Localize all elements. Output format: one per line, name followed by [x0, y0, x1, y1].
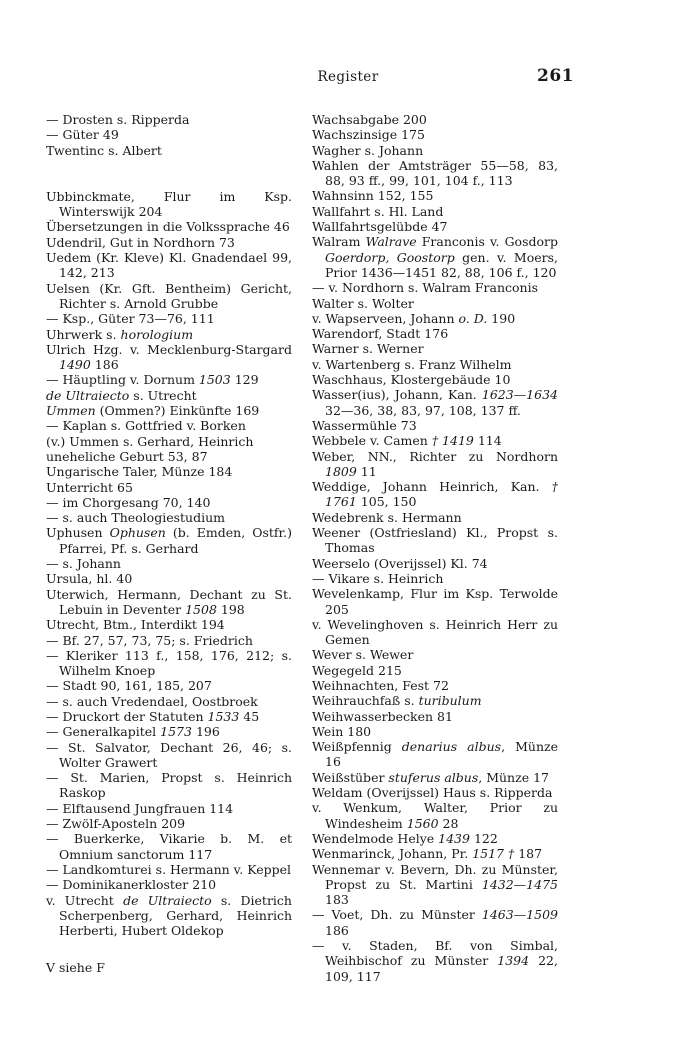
- index-entry: Walram Walrave Franconis v. Gosdorp Goerdorp, Goostorp gen. v. Moers, Prior 1436—1451 82, 88, 106 f., 120: [312, 234, 559, 280]
- index-entry: — St. Marien, Propst s. Heinrich Raskop: [46, 770, 292, 801]
- index-entry: Übersetzungen in die Volkssprache 46: [46, 219, 290, 235]
- index-entry: — Häuptling v. Dornum 1503 129: [46, 372, 259, 388]
- index-entry: Walter s. Wolter: [312, 295, 414, 311]
- running-title: Register: [317, 69, 379, 85]
- index-entry: — Vikare s. Heinrich: [312, 570, 444, 586]
- index-column-right: [312, 112, 558, 984]
- index-entry: Wachsabgabe 200: [312, 112, 427, 127]
- index-entry: Wahlen der Amtsträger 55—58, 83, 88, 93 ff., 99, 101, 104 f., 113: [312, 157, 558, 189]
- section-gap: [46, 158, 292, 189]
- index-entry: Wegegeld 215: [312, 662, 402, 678]
- index-entry: Wever s. Wewer: [312, 647, 414, 663]
- index-entry: — Generalkapitel 1573 196: [46, 724, 220, 740]
- index-entry: Weldam (Overijssel) Haus s. Ripperda: [312, 785, 553, 801]
- index-entry: Webbele v. Camen † 1419 114: [312, 433, 502, 449]
- index-entry: Weihwasserbecken 81: [312, 708, 453, 724]
- page-number: 261: [537, 66, 574, 86]
- index-entry: — Druckort der Statuten 1533 45: [46, 708, 260, 724]
- index-entry: — Kaplan s. Gottfried v. Borken: [46, 418, 246, 434]
- index-entry: — Stadt 90, 161, 185, 207: [46, 678, 212, 694]
- index-entry: — s. auch Vredendael, Oostbroek: [46, 693, 258, 709]
- index-entry: Uelsen (Kr. Gft. Bentheim) Gericht, Richter s. Arnold Grubbe: [46, 280, 292, 311]
- index-entry: — s. Johann: [46, 556, 121, 572]
- index-entry: Ursula, hl. 40: [46, 571, 133, 587]
- index-entry: Weihnachten, Fest 72: [312, 677, 449, 693]
- index-entry: Waschhaus, Klostergebäude 10: [312, 372, 511, 388]
- index-entry: Unterricht 65: [46, 479, 133, 495]
- index-entry: uneheliche Geburt 53, 87: [46, 448, 208, 464]
- index-entry: Wevelenkamp, Flur im Ksp. Terwolde 205: [312, 586, 558, 617]
- index-entry: Uphusen Ophusen (b. Emden, Ostfr.) Pfarrei, Pf. s. Gerhard: [46, 525, 293, 556]
- index-entry: — Buerkerke, Vikarie b. M. et Omnium sanctorum 117: [46, 831, 292, 862]
- index-entry: Wedebrenk s. Hermann: [312, 509, 462, 525]
- index-entry: Udendril, Gut in Nordhorn 73: [46, 234, 235, 250]
- index-entry: (v.) Ummen s. Gerhard, Heinrich: [46, 433, 254, 449]
- running-head: [0, 66, 700, 91]
- index-entry: — Zwölf-Aposteln 209: [46, 816, 186, 832]
- index-entry: — Kleriker 113 f., 158, 176, 212; s. Wilhelm Knoep: [46, 647, 292, 679]
- index-entry: Wahnsinn 152, 155: [312, 188, 434, 204]
- index-entry: Wenmarinck, Johann, Pr. 1517 † 187: [312, 846, 543, 862]
- index-entry: Wagher s. Johann: [312, 142, 424, 158]
- index-entry: Wendelmode Helye 1439 122: [312, 830, 498, 846]
- index-entry: v. Wevelinghoven s. Heinrich Herr zu Gemen: [312, 616, 558, 648]
- index-entry: Weißstüber stuferus albus, Münze 17: [312, 769, 549, 785]
- index-entry: — Voet, Dh. zu Münster 1463—1509 186: [312, 907, 558, 938]
- index-column-left: [46, 112, 292, 976]
- index-entry: Weißpfennig denarius albus, Münze 16: [312, 739, 558, 770]
- index-entry: Wasser(ius), Johann, Kan. 1623—1634 32—36, 38, 83, 97, 108, 137 ff.: [312, 387, 558, 418]
- index-entry: Ulrich Hzg. v. Mecklenburg-Stargard 1490 186: [46, 341, 292, 373]
- index-entry: de Ultraiecto s. Utrecht: [46, 387, 197, 403]
- index-entry: Uedem (Kr. Kleve) Kl. Gnadendael 99, 142, 213: [46, 250, 292, 281]
- index-entry: Warner s. Werner: [312, 341, 424, 357]
- index-entry: — v. Staden, Bf. von Simbal, Weihbischof zu Münster 1394 22, 109, 117: [312, 938, 558, 984]
- index-entry: v. Wartenberg s. Franz Wilhelm: [312, 356, 512, 372]
- index-entry: Utrecht, Btm., Interdikt 194: [46, 617, 225, 633]
- index-entry: Weener (Ostfriesland) Kl., Propst s. Thomas: [312, 525, 558, 556]
- index-entry: Wallfahrt s. Hl. Land: [312, 203, 444, 219]
- index-entry: — Landkomturei s. Hermann v. Keppel: [46, 861, 291, 877]
- index-entry: v. Utrecht de Ultraiecto s. Dietrich Scherpenberg, Gerhard, Heinrich Herberti, Hubert Oldekop: [46, 892, 292, 939]
- index-entry: V siehe F: [46, 960, 105, 976]
- index-entry: Wassermühle 73: [312, 417, 417, 433]
- index-entry: Wein 180: [312, 723, 372, 739]
- index-entry: — Elftausend Jungfrauen 114: [46, 800, 234, 816]
- index-entry: Weerselo (Overijssel) Kl. 74: [312, 555, 488, 571]
- index-entry: Twentinc s. Albert: [46, 142, 162, 158]
- index-entry: — Bf. 27, 57, 73, 75; s. Friedrich: [46, 632, 253, 648]
- index-entry: Weihrauchfaß s. turibulum: [312, 693, 482, 709]
- index-entry: — Ksp., Güter 73—76, 111: [46, 311, 215, 327]
- index-entry: Ungarische Taler, Münze 184: [46, 464, 233, 480]
- index-entry: — v. Nordhorn s. Walram Franconis: [312, 280, 538, 296]
- index-entry: Weddige, Johann Heinrich, Kan. † 1761 105, 150: [312, 479, 558, 510]
- section-gap: [46, 938, 292, 960]
- index-entry: — Drosten s. Ripperda: [46, 112, 190, 127]
- index-entry: Uterwich, Hermann, Dechant zu St. Lebuin in Deventer 1508 198: [46, 586, 292, 617]
- index-entry: Warendorf, Stadt 176: [312, 326, 449, 342]
- index-entry: Wennemar v. Bevern, Dh. zu Münster, Propst zu St. Martini 1432—1475 183: [312, 861, 558, 908]
- index-entry: v. Wapserveen, Johann o. D. 190: [312, 310, 516, 326]
- index-entry: — im Chorgesang 70, 140: [46, 494, 211, 510]
- index-entry: — s. auch Theologiestudium: [46, 510, 225, 526]
- index-entry: v. Wenkum, Walter, Prior zu Windesheim 1560 28: [312, 800, 558, 831]
- index-entry: Wachszinsige 175: [312, 127, 425, 143]
- index-entry: Wallfahrtsgelübde 47: [312, 219, 448, 235]
- index-entry: — Dominikanerkloster 210: [46, 877, 217, 893]
- index-entry: Uhrwerk s. horologium: [46, 326, 194, 342]
- index-entry: — St. Salvator, Dechant 26, 46; s. Wolter Grawert: [46, 739, 292, 770]
- index-entry: — Güter 49: [46, 127, 119, 143]
- index-entry: Ummen (Ommen?) Einkünfte 169: [46, 403, 260, 419]
- index-entry: Weber, NN., Richter zu Nordhorn 1809 11: [312, 448, 558, 479]
- index-entry: Ubbinckmate, Flur im Ksp. Winterswijk 204: [46, 188, 292, 220]
